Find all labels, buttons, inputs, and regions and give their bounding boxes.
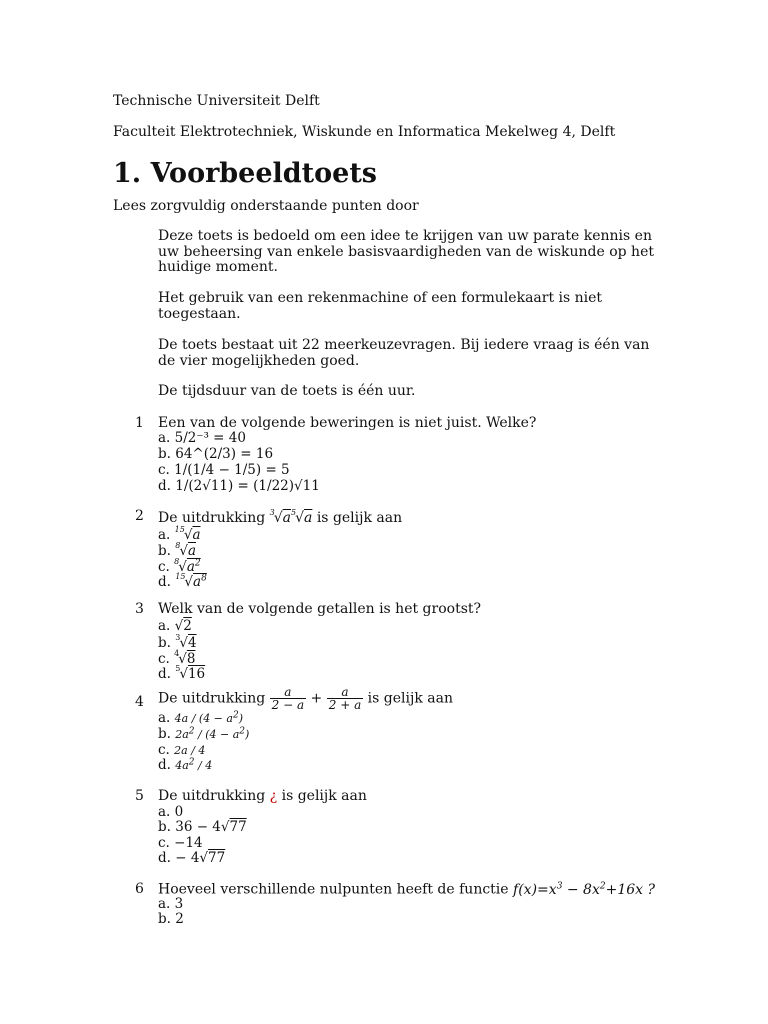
question-text: De uitdrukking $\frac{a}{2 - a}$ + $\frac{a}{2 + a}$ is gelijk aan <box>158 685 453 712</box>
question-number: 1 <box>135 415 144 431</box>
math-expression: $^{15}$√a <box>174 525 201 543</box>
answer-option: b. 2 <box>158 911 184 927</box>
question-text <box>158 788 367 804</box>
missing-formula-symbol: ¿ <box>269 788 278 804</box>
answer-option <box>158 618 192 634</box>
answer-option <box>158 742 205 758</box>
math-fraction: $\frac{a}{2 - a}$ <box>271 685 305 712</box>
math-expression: $^3$√4 <box>175 633 197 651</box>
question-number: 5 <box>135 788 144 804</box>
option-label: d. <box>158 850 171 866</box>
option-label: c. <box>158 742 170 758</box>
math-expression: $^4$√8 <box>174 649 196 667</box>
answer-option <box>158 664 205 682</box>
answer-option: d. 1/(2√11) = (1/22)√11 <box>158 478 320 494</box>
answer-option <box>158 850 225 866</box>
math-expression: − 4√77 <box>175 850 226 866</box>
option-label: b. <box>158 726 171 742</box>
answer-option <box>158 572 207 590</box>
question-text <box>158 508 402 526</box>
page-title: 1. Voorbeeldtoets <box>113 158 378 189</box>
answer-option: a. 0 <box>158 804 184 820</box>
answer-option: b. 64^(2/3) = 16 <box>158 446 274 462</box>
option-label: a. <box>158 618 171 634</box>
faculty-address: Faculteit Elektrotechniek, Wiskunde en Informatica Mekelweg 4, Delft <box>113 124 616 140</box>
option-label: d. <box>158 666 171 682</box>
question-suffix: is gelijk aan <box>277 788 367 804</box>
bullet-text: De tijdsduur van de toets is één uur. <box>158 383 416 399</box>
question-suffix: is gelijk aan <box>312 510 403 526</box>
question-prefix: Hoeveel verschillende nulpunten heeft de functie <box>158 881 514 898</box>
option-label: c. <box>158 651 170 667</box>
question-prefix: De uitdrukking <box>158 510 270 526</box>
question-number: 4 <box>135 694 144 710</box>
math-expression: 36 − 4√77 <box>175 819 247 835</box>
option-label: d. <box>158 757 171 773</box>
math-expression: $4a / (4 - a^2)$ <box>174 710 243 725</box>
question-number: 3 <box>135 601 144 617</box>
math-expression: 2a / 4 <box>174 744 206 757</box>
option-label: b. <box>158 543 171 559</box>
option-label: b. <box>158 635 171 651</box>
option-label: c. <box>158 559 170 575</box>
option-label: d. <box>158 574 171 590</box>
question-number: 2 <box>135 508 144 524</box>
math-expression: $^8$√a <box>175 541 196 559</box>
answer-option <box>158 726 249 742</box>
answer-option: c. 1/(1/4 − 1/5) = 5 <box>158 462 290 478</box>
math-expression: $^5$√16 <box>175 664 206 682</box>
answer-option <box>158 819 247 835</box>
option-label: a. <box>158 710 171 726</box>
institution-name: Technische Universiteit Delft <box>113 93 320 109</box>
math-fraction: $\frac{a}{2 + a}$ <box>328 685 362 712</box>
math-expression: $^3√a^5√a$ <box>269 508 313 526</box>
answer-option: c. −14 <box>158 835 203 851</box>
question-number: 6 <box>135 881 144 897</box>
bullet-text: Deze toets is bedoeld om een idee te krijgen van uw parate kennis en uw beheersing van enkele basisvaardigheden van de wiskunde op het huidige moment. <box>158 228 654 275</box>
math-expression: √2 <box>174 618 192 634</box>
question-text: Een van de volgende beweringen is niet juist. Welke? <box>158 415 537 431</box>
math-expression: $f(x)=x^3 - 8x^2+16x$ ? <box>513 881 656 898</box>
math-expression: $2a^2 / (4 - a^2)$ <box>175 726 250 741</box>
answer-option <box>158 710 243 726</box>
math-expression: $^{15}√a^8$ <box>175 572 207 590</box>
question-prefix: De uitdrukking <box>158 788 270 804</box>
answer-option: a. 5/2⁻³ = 40 <box>158 430 246 446</box>
question-text <box>158 881 655 898</box>
question-suffix: is gelijk aan <box>363 690 453 707</box>
bullet-text: Het gebruik van een rekenmachine of een formulekaart is niet toegestaan. <box>158 290 603 322</box>
bullet-text: De toets bestaat uit 22 meerkeuzevragen. Bij iedere vraag is één van de vier mogelijkheden goed. <box>158 337 650 369</box>
question-prefix: De uitdrukking <box>158 690 270 707</box>
option-label: b. <box>158 819 171 835</box>
intro-text: Lees zorgvuldig onderstaande punten door <box>113 198 419 214</box>
math-expression: $4a^2 / 4$ <box>175 757 213 772</box>
answer-option <box>158 757 212 773</box>
answer-option: a. 3 <box>158 896 184 912</box>
question-text: Welk van de volgende getallen is het grootst? <box>158 601 482 617</box>
math-expression: $^8√a^2$ <box>174 557 201 575</box>
option-label: a. <box>158 527 171 543</box>
